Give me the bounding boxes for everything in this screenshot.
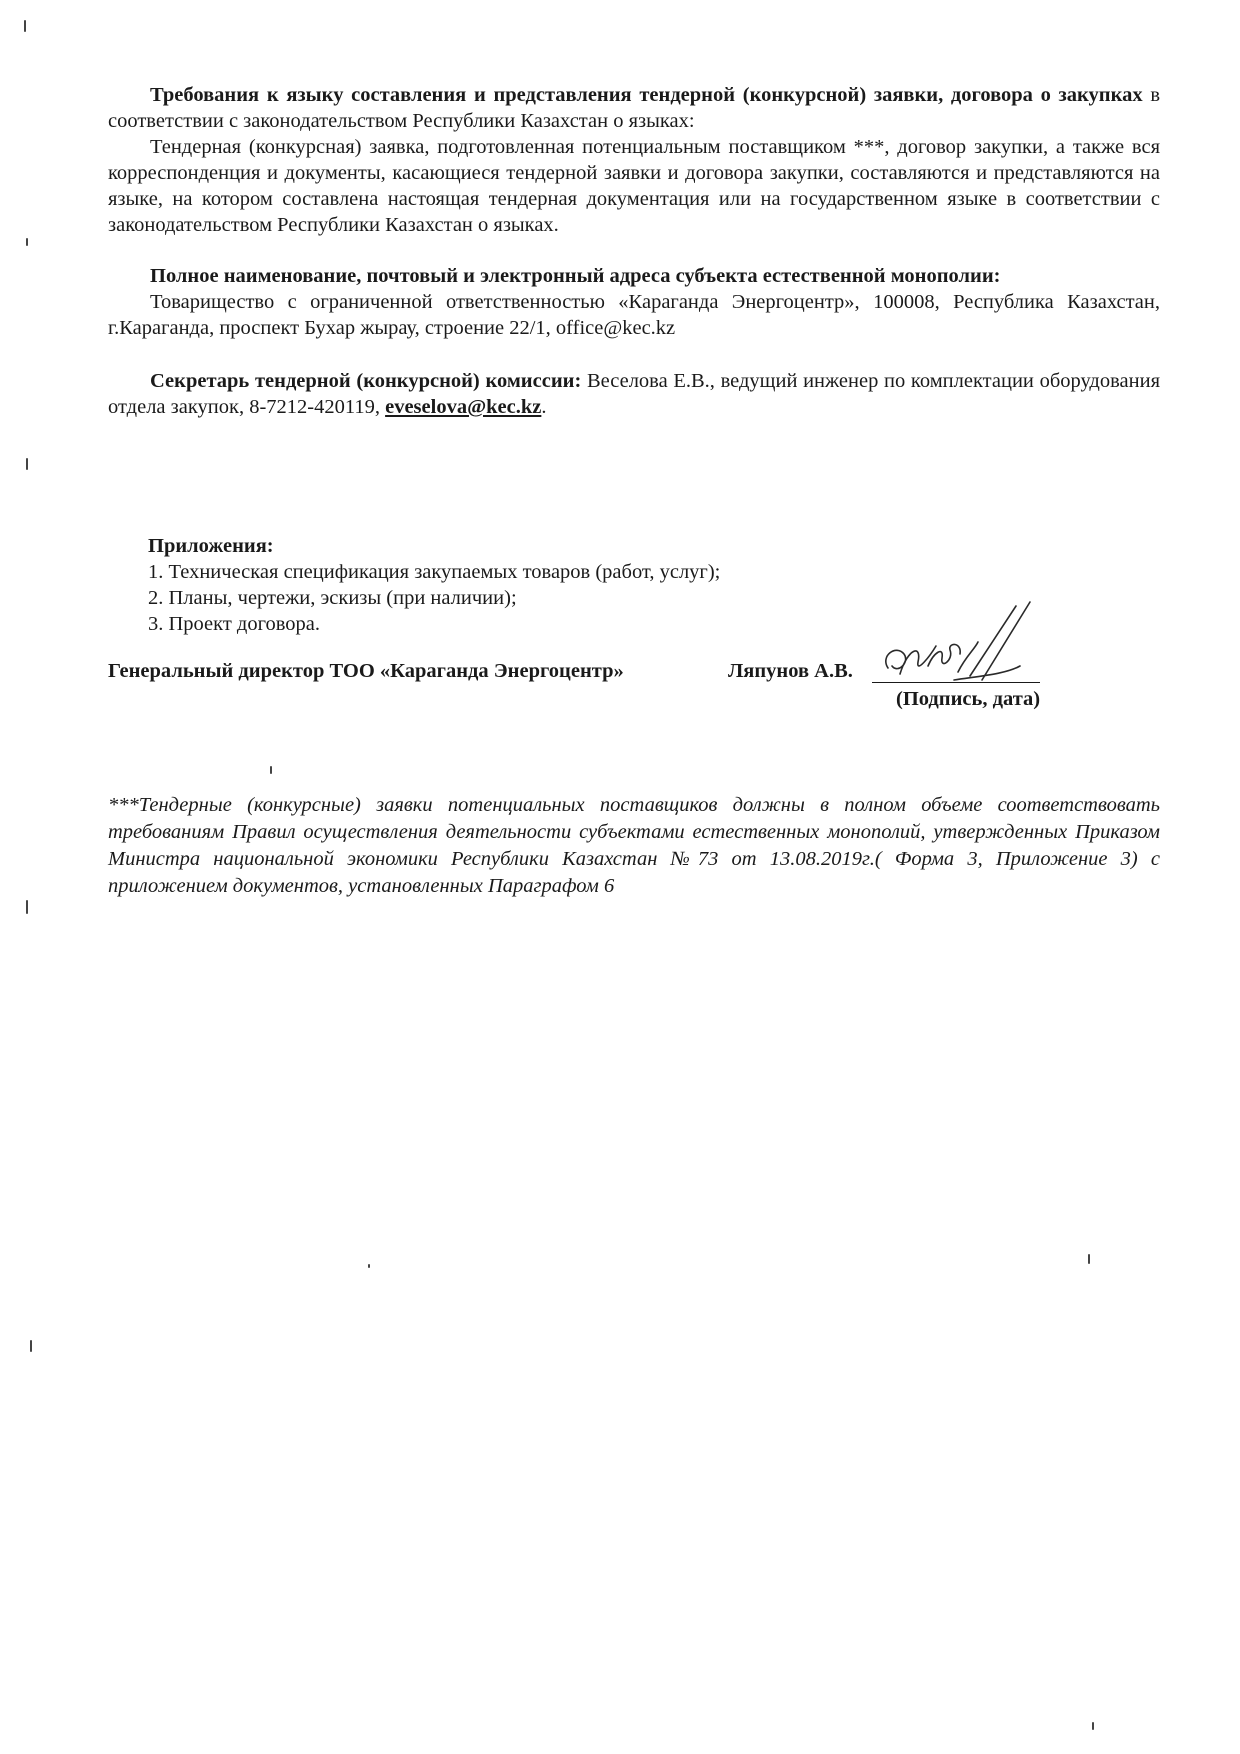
appendices-list — [148, 533, 720, 637]
scan-speck — [26, 900, 28, 914]
appendix-item: 1. Техническая спецификация закупаемых товаров (работ, услуг); — [148, 561, 721, 583]
entity-heading: Полное наименование, почтовый и электронный адреса субъекта естественной монополии: — [150, 265, 1001, 287]
secretary-section — [108, 368, 1160, 420]
director-title: Генеральный директор ТОО «Караганда Энергоцентр» — [108, 660, 624, 682]
scan-speck — [24, 20, 26, 32]
language-requirements-heading-rest: в соответствии с законодательством Республики Казахстан о языках: — [108, 84, 1160, 132]
entity-section — [108, 263, 1160, 341]
footnote: ***Тендерные (конкурсные) заявки потенциальных поставщиков должны в полном объеме соответствовать требованиям Правил осуществления деятельности субъектами естественных монополий, утвержденных Приказом Министра национальной экономики Республики Казахстан №73 от 13.08.2019г.( Форма 3, Приложение 3) с приложением документов, установленных Параграфом 6 — [108, 794, 1160, 897]
scan-speck — [26, 458, 28, 470]
appendices-title: Приложения: — [148, 535, 274, 557]
scan-speck — [270, 766, 272, 774]
language-requirements-heading: Требования к языку составления и представления тендерной (конкурсной) заявки, договора о закупках — [150, 84, 1143, 106]
secretary-heading: Секретарь тендерной (конкурсной) комиссии: — [150, 370, 582, 392]
scan-speck — [1088, 1254, 1090, 1264]
secretary-body: Веселова Е.В., ведущий инженер по комплектации оборудования отдела закупок, 8-7212-420119, — [108, 370, 1160, 418]
signature-caption: (Подпись, дата) — [896, 688, 1041, 710]
scan-speck — [30, 1340, 32, 1352]
scan-speck — [368, 1264, 370, 1268]
language-requirements-body: Тендерная (конкурсная) заявка, подготовленная потенциальным поставщиком ***, договор закупки, а также вся корреспонденция и документы, касающиеся тендерной заявки и договора закупки, составляются и представляются на языке, на котором составлена настоящая тендерная документация или на государственном языке в соответствии с законодательством Республики Казахстан о языках. — [108, 136, 1160, 236]
appendix-item: 3. Проект договора. — [148, 613, 321, 635]
signer-name: Ляпунов А.В. — [728, 660, 853, 682]
appendix-item: 2. Планы, чертежи, эскизы (при наличии); — [148, 587, 517, 609]
language-requirements-section — [108, 82, 1160, 238]
secretary-email-link[interactable]: eveselova@kec.kz — [385, 396, 542, 418]
entity-body: Товарищество с ограниченной ответственностью «Караганда Энергоцентр», 100008, Республика Казахстан, г.Караганда, проспект Бухар жырау, строение 22/1, office@kec.kz — [108, 291, 1160, 339]
secretary-end: . — [541, 396, 547, 418]
handwritten-signature — [870, 596, 1070, 706]
scan-speck — [1092, 1722, 1094, 1730]
scan-speck — [26, 238, 28, 246]
